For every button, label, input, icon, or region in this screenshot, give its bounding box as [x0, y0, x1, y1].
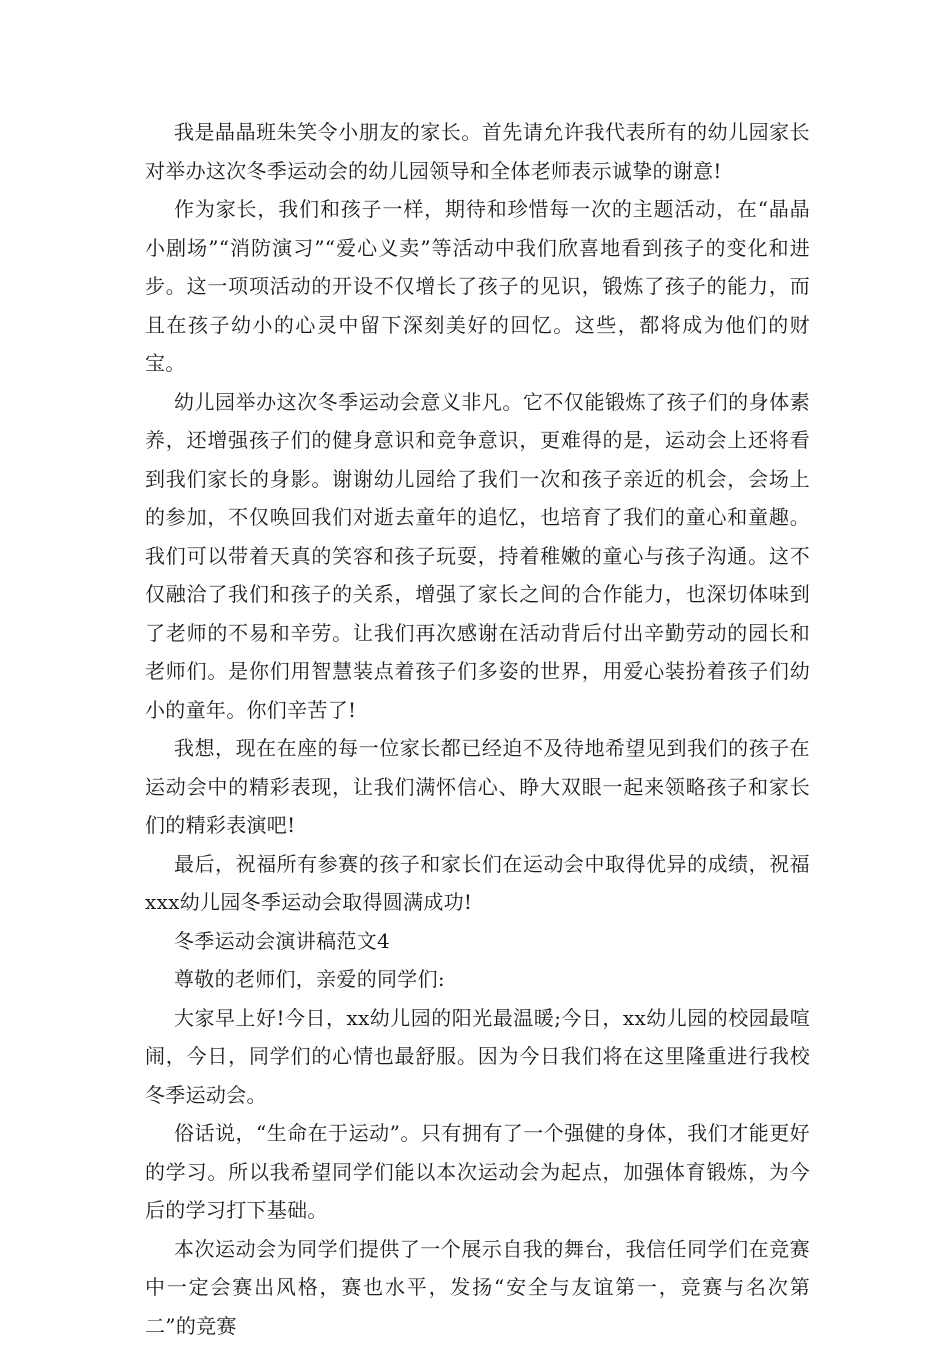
paragraph: 幼儿园举办这次冬季运动会意义非凡。它不仅能锻炼了孩子们的身体素养，还增强孩子们的健身意识和竞争意识，更难得的是，运动会上还将看到我们家长的身影。谢谢幼儿园给了我们一次和孩子亲近的机会，会场上的参加，不仅唤回我们对逝去童年的追忆，也培育了我们的童心和童趣。我们可以带着天真的笑容和孩子玩耍，持着稚嫩的童心与孩子沟通。这不仅融洽了我们和孩子的关系，增强了家长之间的合作能力，也深切体味到了老师的不易和辛劳。让我们再次感谢在活动背后付出辛勤劳动的园长和老师们。是你们用智慧装点着孩子们多姿的世界，用爱心装扮着孩子们幼小的童年。你们辛苦了! [145, 383, 810, 730]
salutation: 尊敬的老师们，亲爱的同学们: [145, 960, 810, 999]
paragraph: 本次运动会为同学们提供了一个展示自我的舞台，我信任同学们在竞赛中一定会赛出风格，赛也水平，发扬“安全与友谊第一，竞赛与名次第二”的竞赛 [145, 1230, 810, 1345]
paragraph: 作为家长，我们和孩子一样，期待和珍惜每一次的主题活动，在“晶晶小剧场”“消防演习”“爱心义卖”等活动中我们欣喜地看到孩子的变化和进步。这一项项活动的开设不仅增长了孩子的见识，锻炼了孩子的能力，而且在孩子幼小的心灵中留下深刻美好的回忆。这些，都将成为他们的财宝。 [145, 190, 810, 383]
section-heading: 冬季运动会演讲稿范文4 [145, 922, 810, 961]
paragraph: 我是晶晶班朱笑令小朋友的家长。首先请允许我代表所有的幼儿园家长对举办这次冬季运动会的幼儿园领导和全体老师表示诚挚的谢意! [145, 113, 810, 190]
document-body [145, 113, 810, 1345]
paragraph: 俗话说，“生命在于运动”。只有拥有了一个强健的身体，我们才能更好的学习。所以我希望同学们能以本次运动会为起点，加强体育锻炼，为今后的学习打下基础。 [145, 1114, 810, 1230]
paragraph: 大家早上好!今日，xx幼儿园的阳光最温暖;今日，xx幼儿园的校园最喧闹，今日，同学们的心情也最舒服。因为今日我们将在这里隆重进行我校冬季运动会。 [145, 999, 810, 1115]
paragraph: 我想，现在在座的每一位家长都已经迫不及待地希望见到我们的孩子在运动会中的精彩表现，让我们满怀信心、睁大双眼一起来领略孩子和家长们的精彩表演吧! [145, 729, 810, 845]
paragraph: 最后，祝福所有参赛的孩子和家长们在运动会中取得优异的成绩，祝福xxx幼儿园冬季运动会取得圆满成功! [145, 845, 810, 922]
